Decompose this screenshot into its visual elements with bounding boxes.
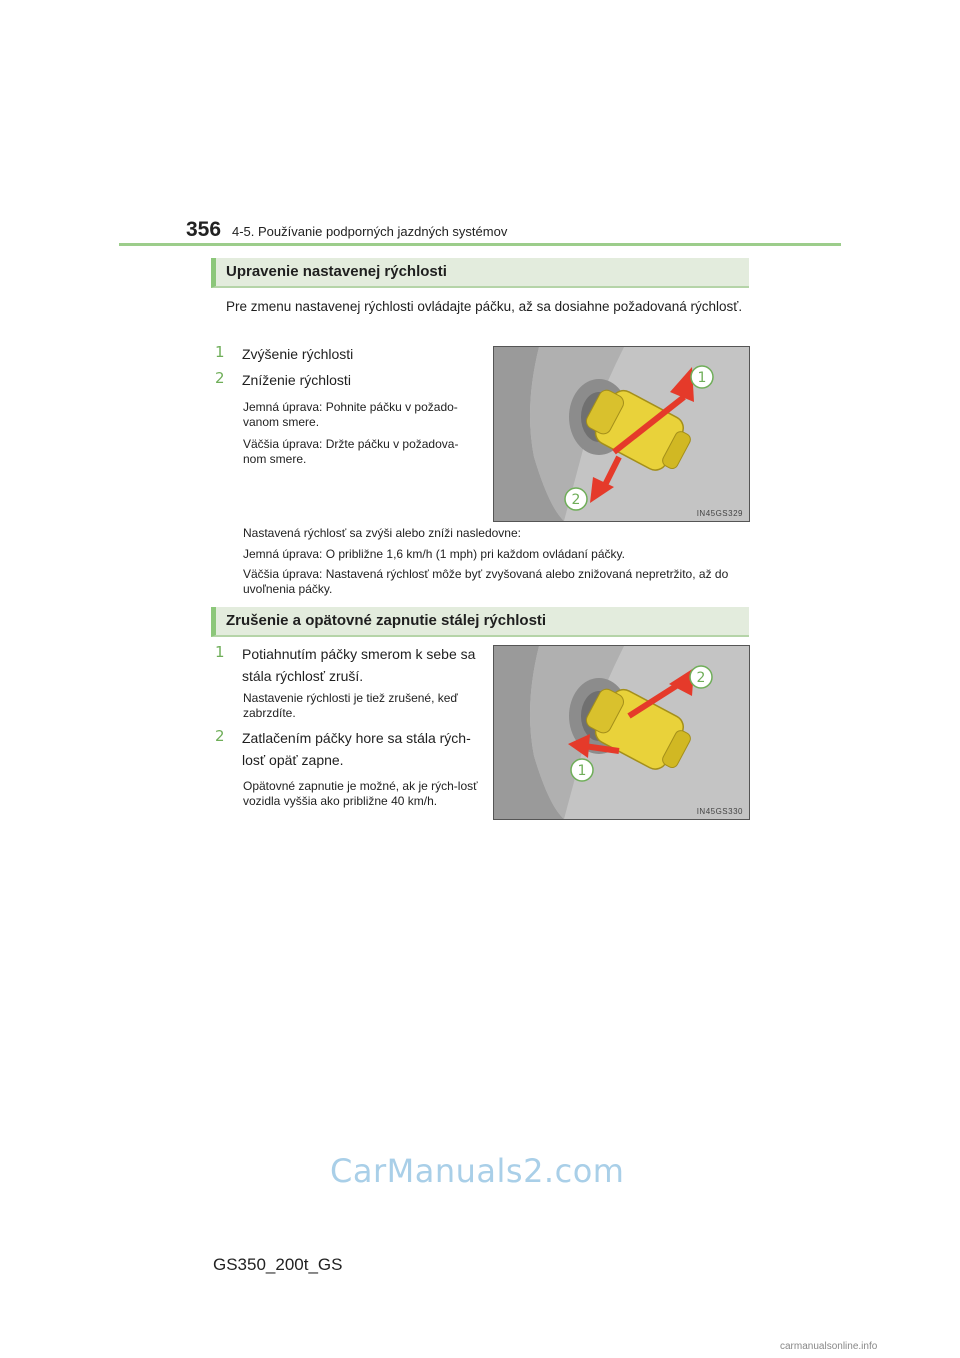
watermark: CarManuals2.com (330, 1152, 625, 1190)
figure-code: IN45GS329 (696, 509, 743, 518)
lever-cancel-illustration (494, 646, 749, 819)
footer-site[interactable]: carmanualsonline.info (780, 1341, 878, 1352)
section-heading-adjust-speed: Upravenie nastavenej rýchlosti (211, 258, 749, 288)
figure-code: IN45GS330 (696, 807, 743, 816)
item-number-badge: 2 (215, 727, 225, 745)
coarse-adjust-detail: Väčšia úprava: Nastavená rýchlosť môže byť zvyšovaná alebo znižovaná nepretržito, až do uvoľnenia páčky. (243, 567, 729, 596)
callout-label: 1 (577, 763, 587, 779)
item-number-badge: 1 (215, 643, 225, 661)
note-cancel-brake: Nastavenie rýchlosti je tiež zrušené, keď zabrzdíte. (243, 691, 458, 720)
page-number: 356 (186, 218, 222, 241)
callout-label: 1 (697, 370, 707, 386)
section-heading-cancel-resume: Zrušenie a opätovné zapnutie stálej rýchlosti (211, 607, 749, 637)
callout-label: 2 (571, 492, 581, 508)
figure-lever-adjust (493, 346, 750, 522)
item-decrease-speed: Zníženie rýchlosti (242, 372, 351, 388)
section1-intro: Pre zmenu nastavenej rýchlosti ovládajte páčku, až sa dosiahne požadovaná rýchlosť. (226, 299, 743, 314)
note-resume-condition: Opätovné zapnutie je možné, ak je rých-losť vozidla vyššia ako približne 40 km/h. (243, 779, 478, 808)
speed-change-intro: Nastavená rýchlosť sa zvýši alebo zníži nasledovne: (243, 526, 521, 540)
note-coarse-adjust: Väčšia úprava: Držte páčku v požadova-nom smere. (243, 437, 459, 466)
item-number-badge: 2 (215, 369, 225, 387)
fine-adjust-detail: Jemná úprava: O približne 1,6 km/h (1 mph) pri každom ovládaní páčky. (243, 547, 625, 561)
item-increase-speed: Zvýšenie rýchlosti (242, 346, 354, 362)
chapter-title: 4-5. Používanie podporných jazdných systémov (232, 224, 508, 239)
item-cancel-cruise: Potiahnutím páčky smerom k sebe sa stála rýchlosť zruší. (242, 646, 476, 684)
note-fine-adjust: Jemná úprava: Pohnite páčku v požado-vanom smere. (243, 400, 458, 429)
header-divider (119, 243, 841, 246)
lever-adjust-illustration (494, 347, 749, 521)
figure-lever-cancel-resume (493, 645, 750, 820)
footer-model: GS350_200t_GS (213, 1255, 343, 1274)
callout-label: 2 (696, 670, 706, 686)
item-resume-cruise: Zatlačením páčky hore sa stála rých-losť opäť zapne. (242, 730, 471, 768)
item-number-badge: 1 (215, 343, 225, 361)
